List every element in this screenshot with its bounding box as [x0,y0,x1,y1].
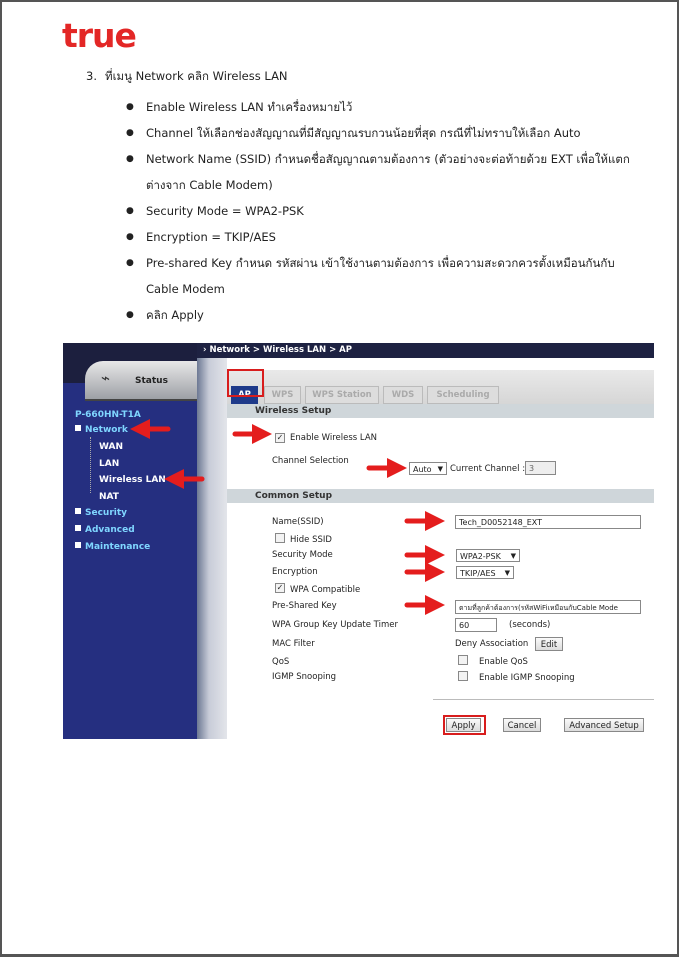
igmp-checkbox-label: Enable IGMP Snooping [479,673,575,683]
qos-checkbox-label: Enable QoS [479,657,528,667]
tab-wds[interactable]: WDS [383,386,423,404]
instruction-item: ● Network Name (SSID) กำหนดชื่อสัญญาณตามต้องการ (ตัวอย่างจะต่อท้ายด้วย EXT เพื่อให้แตกต่างจาก Cable Modem) [126,146,646,198]
current-channel-label: Current Channel : [450,464,526,474]
group-key-input[interactable]: 60 [455,618,497,632]
instruction-item: ● คลิก Apply [126,302,646,328]
ssid-label: Name(SSID) [272,517,324,527]
breadcrumb-glyph: › [203,345,207,355]
router-screenshot [63,343,654,739]
instruction-list [126,94,646,328]
wireless-setup-header: Wireless Setup [227,404,654,418]
channel-select[interactable]: Auto ▼ [409,462,447,475]
encryption-label: Encryption [272,567,318,577]
igmp-label: IGMP Snooping [272,672,336,682]
instruction-item: ● Pre-shared Key กำหนด รหัสผ่าน เข้าใช้งานตามต้องการ เพื่อความสะดวกควรตั้งเหมือนกันกับ Cable Modem [126,250,646,302]
group-key-unit: (seconds) [509,620,551,630]
enable-wireless-checkbox[interactable]: ✓ [276,433,284,442]
menu-network[interactable]: Network [75,422,128,439]
channel-label: Channel Selection [272,456,349,466]
menu-item-wireless-lan[interactable]: Wireless LAN [99,475,166,485]
wpa-compatible-label: WPA Compatible [290,585,361,595]
cancel-button[interactable]: Cancel [503,718,541,732]
instruction-item: ● Encryption = TKIP/AES [126,224,646,250]
psk-label: Pre-Shared Key [272,601,337,611]
breadcrumb: › Network > Wireless LAN > AP [197,343,654,358]
annotation-arrows [63,343,654,739]
mac-filter-label: MAC Filter [272,639,315,649]
menu-advanced[interactable]: Advanced [75,522,150,539]
menu-maintenance[interactable]: Maintenance [75,539,150,556]
tab-wps[interactable]: WPS [264,386,301,404]
menu-item-wan[interactable]: WAN [99,442,124,452]
dropdown-icon: ▼ [504,569,510,577]
mac-filter-value: Deny Association [455,639,529,649]
menu-item-nat[interactable]: NAT [99,491,119,502]
psk-input[interactable]: ตามที่ลูกค้าต้องการ(รหัสWiFiเหมือนกับCable Mode [455,600,641,614]
security-mode-select[interactable]: WPA2-PSK ▼ [456,549,520,562]
instruction-item: ● Enable Wireless LAN ทำเครื่องหมายไว้ [126,94,646,120]
true-logo: true [62,16,136,55]
tab-scheduling[interactable]: Scheduling [427,386,499,404]
step-number: 3. [86,69,97,83]
advanced-setup-button[interactable]: Advanced Setup [564,718,644,732]
status-tab-label: Status [135,376,168,386]
ssid-input[interactable]: Tech_D0052148_EXT [455,515,641,529]
step-heading [86,68,288,86]
router-icon: ⌁ [101,369,111,387]
tab-wps-station[interactable]: WPS Station [305,386,379,404]
dropdown-icon: ▼ [437,465,443,473]
qos-label: QoS [272,657,290,667]
tab-ap[interactable]: AP [231,386,258,404]
wpa-compatible-checkbox[interactable]: ✓ [276,583,284,592]
step-title: ที่เมนู Network คลิก Wireless LAN [104,69,288,83]
current-channel-field: 3 [525,461,556,475]
instruction-item: ● Security Mode = WPA2-PSK [126,198,646,224]
common-setup-header: Common Setup [227,489,654,503]
menu-item-lan[interactable]: LAN [99,458,120,469]
security-mode-label: Security Mode [272,550,333,560]
edit-button[interactable]: Edit [535,637,563,651]
apply-button[interactable]: Apply [446,718,481,732]
encryption-select[interactable]: TKIP/AES ▼ [456,566,514,579]
menu-security[interactable]: Security [75,505,150,522]
device-model: P-660HN-T1A [75,410,141,420]
enable-wireless-label: Enable Wireless LAN [290,433,378,443]
hide-ssid-label: Hide SSID [290,535,332,545]
instruction-item: ● Channel ให้เลือกช่องสัญญาณที่มีสัญญาณรบกวนน้อยที่สุด กรณีที่ไม่ทราบให้เลือก Auto [126,120,646,146]
dropdown-icon: ▼ [510,552,516,560]
group-key-label: WPA Group Key Update Timer [272,620,398,630]
